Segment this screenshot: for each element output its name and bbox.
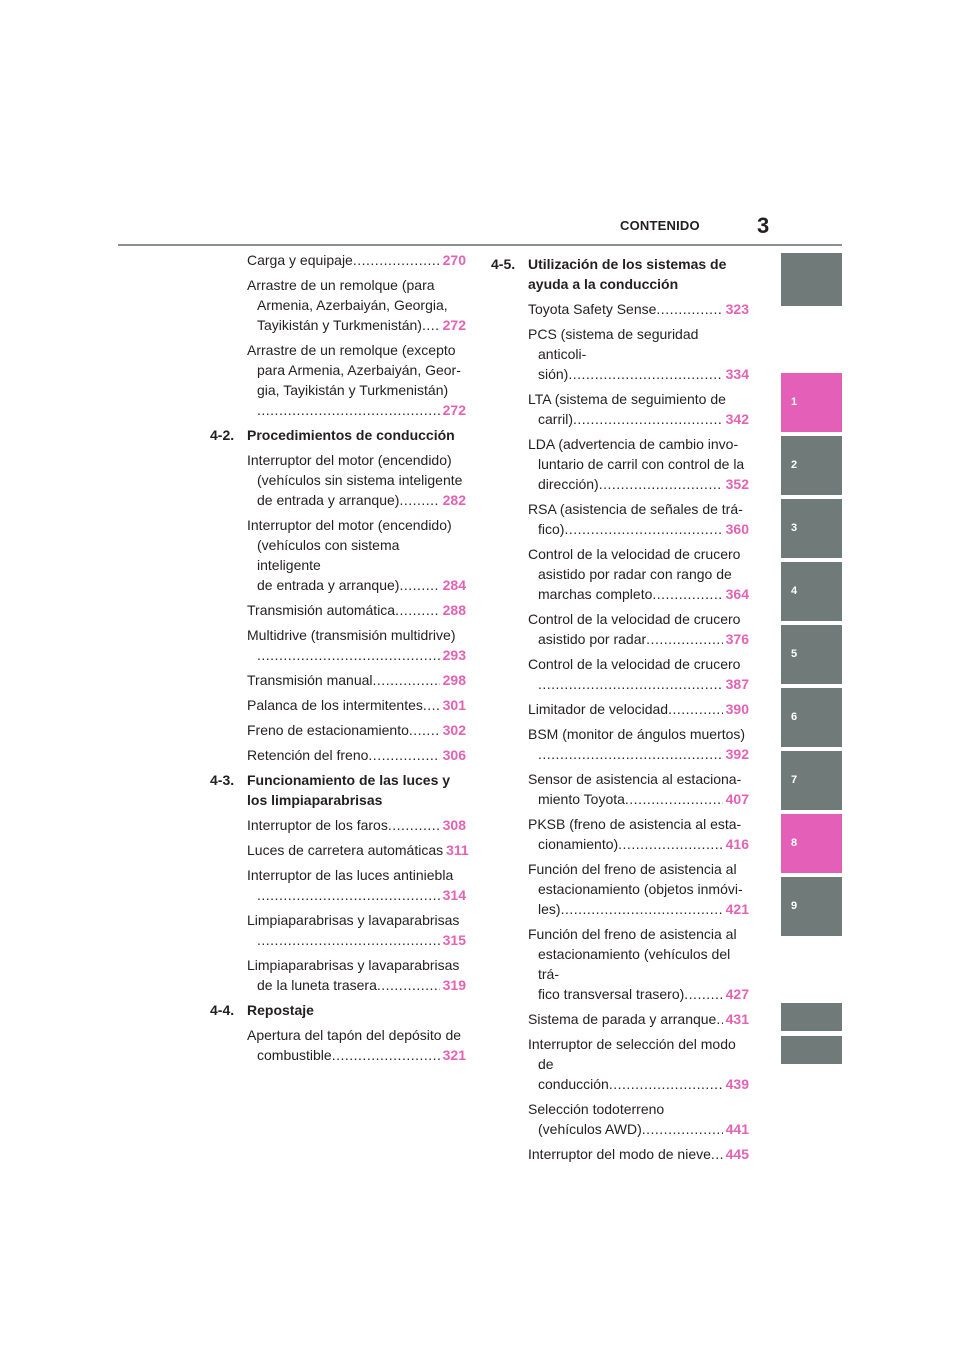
toc-entry[interactable]	[210, 250, 466, 270]
toc-entry-leader-line	[538, 409, 749, 429]
toc-entry[interactable]	[491, 814, 749, 854]
toc-entry-text: fico)	[538, 521, 565, 537]
dot-leader	[716, 1009, 722, 1029]
toc-entry-leader-line	[538, 629, 749, 649]
toc-entry-text: dirección)	[538, 476, 599, 492]
chapter-tab-label: 2	[791, 458, 798, 471]
toc-entry-leader-line	[538, 1119, 749, 1139]
toc-entry[interactable]	[491, 654, 749, 694]
toc-section-heading	[210, 1000, 466, 1020]
page-link[interactable]: 364	[725, 586, 749, 602]
toc-entry-line: luntario de carril con control de la	[538, 456, 745, 472]
toc-right-column	[491, 250, 749, 1169]
toc-entry-text: fico transversal trasero)	[538, 986, 685, 1002]
toc-entry-leader-line	[538, 744, 749, 764]
dot-leader	[573, 409, 723, 429]
page-link[interactable]: 334	[725, 366, 749, 382]
dot-leader	[332, 1045, 440, 1065]
page-link[interactable]: 284	[442, 577, 466, 593]
dot-leader	[625, 789, 723, 809]
toc-entry-line: Limpiaparabrisas y lavaparabrisas	[247, 912, 460, 928]
dot-leader	[568, 364, 722, 384]
section-number: 4-3.	[210, 772, 235, 788]
toc-entry-line: asistido por radar con rango de	[538, 566, 732, 582]
dot-leader	[599, 474, 723, 494]
toc-entry-leader-line	[538, 474, 749, 494]
toc-entry-leader-line	[247, 745, 466, 765]
page-link[interactable]: 323	[725, 301, 749, 317]
toc-entry[interactable]	[210, 815, 466, 835]
section-number: 4-2.	[210, 427, 235, 443]
page-link[interactable]: 302	[442, 722, 466, 738]
toc-entry-leader-line	[257, 645, 466, 665]
toc-entry[interactable]	[491, 324, 749, 384]
dot-leader	[257, 930, 440, 950]
toc-entry[interactable]	[210, 910, 466, 950]
toc-entry-text: Transmisión automática	[247, 602, 396, 618]
toc-entry-leader-line	[538, 364, 749, 384]
page-link[interactable]: 282	[442, 492, 466, 508]
toc-entry-text: Toyota Safety Sense	[528, 301, 657, 317]
dot-leader	[373, 670, 440, 690]
page-link[interactable]: 298	[442, 672, 466, 688]
toc-entry-text: sión)	[538, 366, 569, 382]
toc-section-heading	[210, 770, 466, 810]
toc-entry-text: (vehículos AWD)	[538, 1121, 642, 1137]
page-link[interactable]: 301	[442, 697, 466, 713]
toc-entry-line: para Armenia, Azerbaiyán, Geor-	[257, 362, 461, 378]
toc-entry-leader-line	[247, 695, 466, 715]
dot-leader	[538, 744, 723, 764]
dot-leader	[561, 899, 723, 919]
toc-entry[interactable]	[210, 625, 466, 665]
toc-entry-text: miento Toyota	[538, 791, 625, 807]
toc-entry-line: Selección todoterreno	[528, 1101, 665, 1117]
toc-entry-text: Tayikistán y Turkmenistán)	[257, 317, 422, 333]
toc-entry-text: Interruptor del modo de nieve	[528, 1146, 711, 1162]
toc-entry[interactable]	[491, 699, 749, 719]
page-link[interactable]: 311	[446, 842, 469, 858]
toc-left-column	[210, 250, 469, 1070]
page-link[interactable]: 272	[442, 317, 466, 333]
page-link[interactable]: 270	[442, 252, 466, 268]
toc-entry-line: (vehículos sin sistema inteligente	[257, 472, 463, 488]
toc-entry[interactable]	[210, 840, 469, 860]
section-number: 4-4.	[210, 1002, 235, 1018]
toc-entry[interactable]	[210, 745, 466, 765]
chapter-tab-label: 3	[791, 521, 798, 534]
toc-entry-text: Interruptor de los faros	[247, 817, 388, 833]
page-link[interactable]: 392	[725, 746, 749, 762]
toc-entry-leader-line	[538, 789, 749, 809]
toc-entry-line: Control de la velocidad de crucero	[528, 656, 741, 672]
chapter-tab-label: 7	[791, 773, 798, 786]
dot-leader	[538, 674, 723, 694]
page-number: 3	[757, 213, 770, 238]
toc-entry-leader-line	[247, 600, 466, 620]
dot-leader	[422, 315, 440, 335]
toc-entry[interactable]	[210, 670, 466, 690]
toc-entry[interactable]	[210, 1025, 466, 1065]
toc-entry-text: cionamiento)	[538, 836, 619, 852]
dot-leader	[399, 490, 439, 510]
toc-entry-leader-line	[528, 1009, 749, 1029]
toc-entry[interactable]	[210, 450, 466, 510]
toc-entry-leader-line	[528, 1144, 749, 1164]
page-link[interactable]: 421	[725, 901, 749, 917]
dot-leader	[368, 745, 439, 765]
toc-section-heading	[210, 425, 466, 445]
chapter-tab-4[interactable]	[781, 562, 842, 621]
toc-entry-line: LDA (advertencia de cambio invo-	[528, 436, 739, 452]
toc-entry-line: Apertura del tapón del depósito de	[247, 1027, 462, 1043]
toc-entry-line: Limpiaparabrisas y lavaparabrisas	[247, 957, 460, 973]
toc-entry-leader-line	[257, 930, 466, 950]
toc-entry-line: Interruptor del motor (encendido)	[247, 517, 452, 533]
page-link[interactable]: 441	[725, 1121, 749, 1137]
toc-entry-text: de entrada y arranque)	[257, 577, 400, 593]
chapter-tab-blank[interactable]	[781, 1003, 842, 1031]
toc-entry[interactable]	[491, 544, 749, 604]
page-link[interactable]: 272	[442, 402, 466, 418]
toc-entry-leader-line	[538, 834, 749, 854]
chapter-tab-label: 9	[791, 899, 798, 912]
toc-entry-line: Control de la velocidad de crucero	[528, 611, 741, 627]
dot-leader	[257, 400, 440, 420]
toc-entry-leader-line	[247, 815, 466, 835]
toc-entry[interactable]	[210, 275, 466, 335]
chapter-tab-9[interactable]	[781, 877, 842, 936]
toc-entry-line: Arrastre de un remolque (excepto	[247, 342, 456, 358]
chapter-tab-8[interactable]	[781, 814, 842, 873]
toc-entry-text: asistido por radar	[538, 631, 647, 647]
toc-entry-text: Freno de estacionamiento	[247, 722, 409, 738]
section-title: Utilización de los sistemas de ayuda a la conducción	[528, 256, 727, 292]
dot-leader	[353, 250, 440, 270]
chapter-tab-5[interactable]	[781, 625, 842, 684]
page-link[interactable]: 306	[442, 747, 466, 763]
page-link[interactable]: 319	[442, 977, 466, 993]
toc-entry-text: conducción	[538, 1076, 609, 1092]
toc-entry-line: Interruptor de selección del modo de	[528, 1036, 736, 1072]
page-link[interactable]: 439	[725, 1076, 749, 1092]
toc-entry-text: Palanca de los intermitentes	[247, 697, 423, 713]
chapter-tab-label: 1	[791, 395, 798, 408]
page-link[interactable]: 427	[725, 986, 749, 1002]
page-link[interactable]: 315	[442, 932, 466, 948]
dot-leader	[395, 600, 440, 620]
toc-entry[interactable]	[210, 600, 466, 620]
dot-leader	[257, 885, 440, 905]
toc-entry-line: gia, Tayikistán y Turkmenistán)	[257, 382, 449, 398]
toc-entry-line: Función del freno de asistencia al	[528, 861, 737, 877]
section-title: Repostaje	[247, 1002, 314, 1018]
toc-entry-leader-line	[257, 490, 466, 510]
toc-entry-leader-line	[528, 299, 749, 319]
header-title: CONTENIDO	[620, 218, 700, 233]
toc-entry-line: Multidrive (transmisión multidrive)	[247, 627, 456, 643]
page-link[interactable]: 416	[725, 836, 749, 852]
toc-entry-leader-line	[247, 720, 466, 740]
toc-entry-leader-line	[528, 699, 749, 719]
toc-entry[interactable]	[491, 609, 749, 649]
toc-entry[interactable]	[491, 924, 749, 1004]
toc-entry-leader-line	[247, 840, 469, 860]
chapter-tab-label: 6	[791, 710, 798, 723]
toc-entry-leader-line	[257, 400, 466, 420]
chapter-tab-6[interactable]	[781, 688, 842, 747]
toc-entry-text: carril)	[538, 411, 573, 427]
dot-leader	[646, 629, 722, 649]
dot-leader	[652, 584, 722, 604]
toc-entry-text: Carga y equipaje	[247, 252, 353, 268]
toc-entry-text: marchas completo	[538, 586, 653, 602]
toc-entry-leader-line	[257, 575, 466, 595]
section-title: Procedimientos de conducción	[247, 427, 455, 443]
section-title: Funcionamiento de las luces y los limpiaparabrisas	[247, 772, 451, 808]
toc-entry-leader-line	[538, 674, 749, 694]
toc-entry-text: Luces de carretera automáticas	[247, 842, 444, 858]
chapter-tab-blank[interactable]	[781, 1036, 842, 1064]
toc-entry[interactable]	[491, 299, 749, 319]
page-link[interactable]: 342	[725, 411, 749, 427]
toc-entry[interactable]	[491, 859, 749, 919]
toc-entry[interactable]	[491, 1034, 749, 1094]
chapter-tab-2[interactable]	[781, 436, 842, 495]
toc-entry-leader-line	[247, 250, 466, 270]
toc-entry-line: Sensor de asistencia al estaciona-	[528, 771, 742, 787]
toc-entry[interactable]	[491, 724, 749, 764]
toc-entry-line: RSA (asistencia de señales de trá-	[528, 501, 743, 517]
toc-entry-leader-line	[538, 984, 749, 1004]
toc-entry-leader-line	[538, 584, 749, 604]
page-link[interactable]: 376	[725, 631, 749, 647]
page-link[interactable]: 321	[442, 1047, 466, 1063]
chapter-tab-label: 4	[791, 584, 798, 597]
toc-entry-leader-line	[257, 885, 466, 905]
dot-leader	[642, 1119, 723, 1139]
page-link[interactable]: 360	[725, 521, 749, 537]
page-link[interactable]: 308	[442, 817, 466, 833]
chapter-tab-label: 8	[791, 836, 798, 849]
chapter-tab-label: 5	[791, 647, 798, 660]
toc-entry-leader-line	[538, 899, 749, 919]
toc-entry[interactable]	[210, 340, 466, 420]
toc-entry-text: Limitador de velocidad	[528, 701, 669, 717]
toc-entry-leader-line	[257, 1045, 466, 1065]
chapter-tab-blank[interactable]	[781, 253, 842, 306]
toc-entry-leader-line	[257, 975, 466, 995]
dot-leader	[564, 519, 722, 539]
toc-entry-line: Función del freno de asistencia al	[528, 926, 737, 942]
page-link[interactable]: 288	[442, 602, 466, 618]
toc-entry-text: Transmisión manual	[247, 672, 373, 688]
toc-entry-text: Sistema de parada y arranque	[528, 1011, 717, 1027]
toc-entry-line: Arrastre de un remolque (para	[247, 277, 435, 293]
toc-entry[interactable]	[210, 865, 466, 905]
dot-leader	[388, 815, 440, 835]
toc-entry-leader-line	[538, 519, 749, 539]
dot-leader	[377, 975, 440, 995]
page-link[interactable]: 431	[725, 1011, 749, 1027]
dot-leader	[257, 645, 440, 665]
chapter-tab-7[interactable]	[781, 751, 842, 810]
toc-entry-line: Control de la velocidad de crucero	[528, 546, 741, 562]
header-rule	[118, 244, 842, 246]
page-link[interactable]: 293	[442, 647, 466, 663]
toc-entry-text: combustible	[257, 1047, 332, 1063]
dot-leader	[656, 299, 722, 319]
toc-entry-leader-line	[538, 1074, 749, 1094]
toc-entry[interactable]	[491, 389, 749, 429]
toc-entry-line: (vehículos con sistema inteligente	[257, 537, 400, 573]
toc-entry[interactable]	[491, 1009, 749, 1029]
toc-entry-line: PKSB (freno de asistencia al esta-	[528, 816, 742, 832]
toc-section-heading	[491, 254, 749, 294]
toc-entry-text: Retención del freno	[247, 747, 369, 763]
toc-entry-line: PCS (sistema de seguridad anticoli-	[528, 326, 699, 362]
toc-entry-line: Interruptor del motor (encendido)	[247, 452, 452, 468]
dot-leader	[609, 1074, 723, 1094]
toc-entry[interactable]	[210, 720, 466, 740]
toc-entry[interactable]	[491, 1144, 749, 1164]
toc-entry-text: les)	[538, 901, 561, 917]
dot-leader	[618, 834, 722, 854]
page-link[interactable]: 445	[725, 1146, 749, 1162]
toc-entry-line: estacionamiento (vehículos del trá-	[538, 946, 731, 982]
toc-entry-line: BSM (monitor de ángulos muertos)	[528, 726, 746, 742]
toc-entry[interactable]	[491, 1099, 749, 1139]
section-number: 4-5.	[491, 256, 516, 272]
toc-entry-line: LTA (sistema de seguimiento de	[528, 391, 726, 407]
dot-leader	[684, 984, 722, 1004]
toc-entry[interactable]	[491, 769, 749, 809]
page-link[interactable]: 352	[725, 476, 749, 492]
page-link[interactable]: 390	[725, 701, 749, 717]
page-link[interactable]: 314	[442, 887, 466, 903]
chapter-tab-1[interactable]	[781, 373, 842, 432]
toc-entry-text: de entrada y arranque)	[257, 492, 400, 508]
toc-entry-leader-line	[247, 670, 466, 690]
toc-entry-line: Armenia, Azerbaiyán, Georgia,	[257, 297, 448, 313]
dot-leader	[409, 720, 440, 740]
toc-entry-text: de la luneta trasera	[257, 977, 377, 993]
dot-leader	[423, 695, 440, 715]
toc-entry[interactable]	[491, 499, 749, 539]
toc-entry-line: estacionamiento (objetos inmóvi-	[538, 881, 743, 897]
toc-entry[interactable]	[491, 434, 749, 494]
dot-leader	[668, 699, 723, 719]
dot-leader	[711, 1144, 723, 1164]
toc-entry[interactable]	[210, 695, 466, 715]
page-link[interactable]: 387	[725, 676, 749, 692]
toc-entry-line: Interruptor de las luces antiniebla	[247, 867, 454, 883]
toc-entry[interactable]	[210, 955, 466, 995]
page-link[interactable]: 407	[725, 791, 749, 807]
dot-leader	[399, 575, 439, 595]
toc-entry[interactable]	[210, 515, 466, 595]
toc-entry-leader-line	[257, 315, 466, 335]
chapter-tab-3[interactable]	[781, 499, 842, 558]
